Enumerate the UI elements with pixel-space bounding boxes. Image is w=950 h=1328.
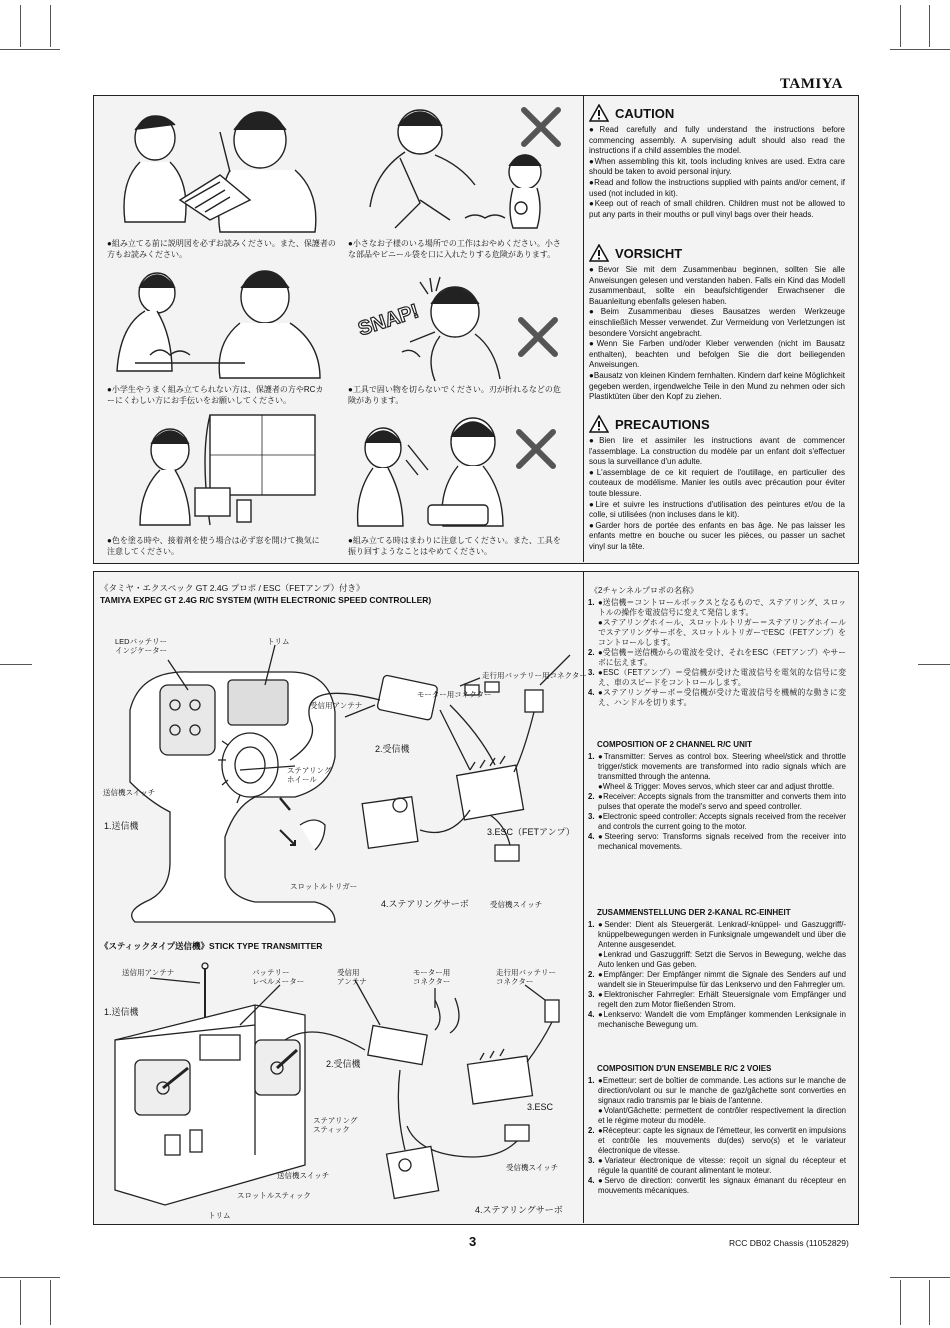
crop-mark xyxy=(918,664,950,665)
crop-mark xyxy=(900,5,901,47)
label-steering-servo: 4.ステアリングサーボ xyxy=(381,899,469,909)
label-receiver: 2.受信機 xyxy=(375,744,410,754)
precautions-heading xyxy=(589,415,710,433)
list-item: ●Lenkrad und Gaszuggriff: Setzt die Servos in Bewegung, welche das Auto lenken und Gas geben. xyxy=(598,950,846,969)
list-item: 1. ●Emetteur: sert de boîtier de commande. Les actions sur le manche de direction/volant ou sur le manche de gaz/gâchette sont converties en signaux radio transmis par le biais de l'antenne. xyxy=(588,1076,846,1105)
list-item: 2. ●Receiver: Accepts signals from the transmitter and converts them into pulses that operate the model's servo and speed controller. xyxy=(588,792,846,811)
label-battery-connector: 走行用バッテリー用コネクター xyxy=(482,671,587,680)
label-rx-switch-stick: 受信機スイッチ xyxy=(506,1163,559,1172)
jp-names-list xyxy=(588,598,846,708)
composition-fr-list xyxy=(588,1076,846,1196)
label-steering-servo-stick: 4.ステアリングサーボ xyxy=(475,1205,563,1215)
crop-mark xyxy=(50,1280,51,1325)
list-item: 1. ●Transmitter: Serves as control box. Steering wheel/stick and throttle trigger/stick movements are transformed into radio signals which are transmitted through the antenna. xyxy=(588,752,846,781)
list-item: 4. ●Lenkservo: Wandelt die vom Empfänger kommenden Lenksignale in mechanische Bewegung um. xyxy=(588,1010,846,1029)
caution-item: ●Keep out of reach of small children. Children must not be allowed to put any parts in their mouths or pull vinyl bags over their heads. xyxy=(589,199,845,219)
list-item: 1. ●送信機＝コントロールボックスとなるもので、ステアリング、スロットルの操作を電波信号に変えて発信します。 xyxy=(588,598,846,617)
jp-names-title: 《2チャンネルプロポの名称》 xyxy=(590,586,698,595)
vorsicht-item: ●Beim Zusammenbau dieses Bausatzes werden Werkzeuge einschließlich Messer verwendet. Zur Vermeidung von Verletzungen ist besondere Vorsicht angebracht. xyxy=(589,307,845,338)
swinging-tools-illustration xyxy=(348,410,518,532)
label-receiver-stick: 2.受信機 xyxy=(326,1059,361,1069)
page-number: 3 xyxy=(469,1234,477,1249)
crop-mark xyxy=(890,49,950,50)
stick-transmitter-diagram xyxy=(105,960,575,1215)
label-tx-switch: 送信機スイッチ xyxy=(103,788,156,797)
rc-system-divider xyxy=(583,571,584,1223)
safety-divider xyxy=(583,95,584,562)
label-battery-meter: バッテリー レベルメーター xyxy=(252,968,305,986)
vorsicht-body xyxy=(589,265,845,403)
crop-mark xyxy=(0,664,32,665)
caption-read-manual: ●組み立てる前に説明図を必ずお読みください。また、保護者の方もお読みください。 xyxy=(107,239,336,259)
list-item: 3. ●Elektronischer Fahrregler: Erhält Steuersignale vom Empfänger und regelt den zum Motor fließenden Strom. xyxy=(588,990,846,1009)
caution-item: ●Read carefully and fully understand the instructions before commencing assembly. A supervising adult should also read the instructions if a child assembles the model. xyxy=(589,125,845,156)
precautions-body xyxy=(589,436,845,553)
label-motor-connector-stick: モーター用 コネクター xyxy=(413,968,451,986)
list-item: ●ステアリングホイール、スロットルトリガー＝ステアリングホイールでステアリングサーボを、スロットルトリガーでESC（FETアンプ）をコントロールします。 xyxy=(598,618,846,647)
label-steering-wheel: ステアリング ホイール xyxy=(287,766,332,784)
label-esc: 3.ESC（FETアンプ） xyxy=(487,827,575,837)
stick-title: 《スティックタイプ送信機》STICK TYPE TRANSMITTER xyxy=(100,941,323,951)
composition-de-list xyxy=(588,920,846,1030)
reading-manual-illustration xyxy=(110,100,330,238)
precautions-item: ●Bien lire et assimiler les instructions avant de commencer l'assemblage. La construction du modèle par un enfant doit s'effectuer sous la surveillance d'un adulte. xyxy=(589,436,845,467)
vorsicht-heading xyxy=(589,244,682,262)
list-item: 2. ●Récepteur: capte les signaux de l'émetteur, les convertit en impulsions et contrôle les mouvements du(des) servo(s) et le variateur électronique de vitesse. xyxy=(588,1126,846,1155)
list-item: 4. ●Steering servo: Transforms signals received from the receiver into mechanical movements. xyxy=(588,832,846,851)
caution-item: ●When assembling this kit, tools including knives are used. Extra care should be taken to avoid personal injury. xyxy=(589,156,845,177)
footer-reference: RCC DB02 Chassis (11052829) xyxy=(729,1238,849,1248)
list-item: 2. ●Empfänger: Der Empfänger nimmt die Signale des Senders auf und wandelt sie in Steuerimpulse für das Lenkservo und den Fahrregler um. xyxy=(588,970,846,989)
vorsicht-item: ●Bevor Sie mit dem Zusammenbau beginnen, sollten Sie alle Anweisungen gelesen und verstanden haben. Falls ein Kind das Modell zusammenbaut, sollte ein beaufsichtigender Erwachsener die Bauanleitung ebenfalls gelesen haben. xyxy=(589,265,845,306)
caption-hard-objects: ●工具で固い物を切らないでください。刃が折れるなどの危険があります。 xyxy=(348,385,561,405)
precautions-title: PRECAUTIONS xyxy=(615,416,710,432)
precautions-item: ●Lire et suivre les instructions d'utilisation des peintures et/ou de la colle, si utilisées (non incluses dans le kit). xyxy=(589,499,845,520)
label-throttle-trigger: スロットルトリガー xyxy=(290,882,358,891)
composition-en-title: COMPOSITION OF 2 CHANNEL R/C UNIT xyxy=(597,740,752,749)
label-esc-stick: 3.ESC xyxy=(527,1102,554,1112)
x-mark-icon xyxy=(515,428,557,470)
label-trim-stick: トリム xyxy=(208,1211,231,1220)
crop-mark xyxy=(20,1280,21,1325)
crop-mark xyxy=(929,1280,930,1325)
caption-ask-help: ●小学生やうまく組み立てられない方は、保護者の方やRCカーにくわしい方にお手伝いをお願いしてください。 xyxy=(107,385,324,405)
list-item: 3. ●Variateur électronique de vitesse: reçoit un signal du récepteur et régule la quantité de courant alimentant le moteur. xyxy=(588,1156,846,1175)
warning-triangle-icon xyxy=(589,104,609,122)
warning-triangle-icon xyxy=(589,415,609,433)
precautions-item: ●L'assemblage de ce kit requiert de l'outillage, en particulier des couteaux de modélisme. Manier les outils avec précaution pour éviter toute blessure. xyxy=(589,467,845,498)
list-item: ●Wheel & Trigger: Moves servos, which steer car and adjust throttle. xyxy=(598,782,835,791)
label-steering-stick: ステアリング スティック xyxy=(313,1116,358,1134)
label-tx-switch-stick: 送信機スイッチ xyxy=(277,1171,330,1180)
composition-fr-title: COMPOSITION D'UN ENSEMBLE R/C 2 VOIES xyxy=(597,1064,772,1073)
snap-text: SNAP! xyxy=(355,300,422,341)
helping-adult-illustration xyxy=(105,263,335,381)
list-item: 2. ●受信機＝送信機からの電波を受け、それをESC（FETアンプ）やサーボに伝えます。 xyxy=(588,648,846,667)
list-item: 3. ●Electronic speed controller: Accepts signals received from the receiver and controls the current going to the motor. xyxy=(588,812,846,831)
list-item: 4. ●ステアリングサーボ＝受信機が受けた電波信号を機械的な動きに変え、ハンドルを切ります。 xyxy=(588,688,846,707)
vorsicht-title: VORSICHT xyxy=(615,245,683,261)
warning-triangle-icon xyxy=(589,244,609,262)
composition-en-list xyxy=(588,752,846,852)
caution-title: CAUTION xyxy=(615,105,675,121)
x-mark-icon xyxy=(520,106,562,148)
vorsicht-item: ●Bausatz von kleinen Kindern fernhalten. Kindern darf keine Möglichkeit gegeben werden, irgendwelche Teile in den Mund zu nehmen oder sich Plastiktüten über den Kopf zu ziehen. xyxy=(589,370,845,402)
label-rx-switch: 受信機スイッチ xyxy=(490,900,543,909)
caption-tools-around: ●組み立てる時はまわりに注意してください。また、工具を振り回すようなことはやめてください。 xyxy=(348,536,561,556)
label-led-indicator: LEDバッテリー インジケーター xyxy=(115,637,168,655)
caption-ventilation: ●色を塗る時や、接着剤を使う場合は必ず窓を開けて換気に注意してください。 xyxy=(107,536,320,556)
crop-mark xyxy=(20,5,21,47)
list-item: 3. ●ESC（FETアンプ）＝受信機が受けた電波信号を電気的な信号に変え、車のスピードをコントロールします。 xyxy=(588,668,846,687)
composition-de-title: ZUSAMMENSTELLUNG DER 2-KANAL RC-EINHEIT xyxy=(597,908,791,917)
label-rx-antenna: 受信用アンテナ xyxy=(310,701,363,710)
label-transmitter: 1.送信機 xyxy=(104,821,139,831)
label-rx-antenna-stick: 受信用 アンテナ xyxy=(337,968,367,986)
precautions-item: ●Garder hors de portée des enfants en bas âge. Ne pas laisser les enfants mettre en bouche ou sucer les pièces, ou passer un sachet vinyl sur la tête. xyxy=(589,520,845,551)
system-title-en: TAMIYA EXPEC GT 2.4G R/C SYSTEM (WITH ELECTRONIC SPEED CONTROLLER) xyxy=(100,595,432,605)
label-motor-connector: モーター用コネクター xyxy=(417,690,492,699)
crop-mark xyxy=(929,5,930,47)
caution-item: ●Read and follow the instructions supplied with paints and/or cement, if used (not included in kit). xyxy=(589,177,845,198)
crop-mark xyxy=(50,5,51,47)
list-item: ●Volant/Gâchette: permettent de contrôler respectivement la direction et le régime moteur du modèle. xyxy=(598,1106,846,1125)
crop-mark xyxy=(0,1277,60,1278)
crop-mark xyxy=(0,49,60,50)
crop-mark xyxy=(890,1277,950,1278)
caption-small-children: ●小さなお子様のいる場所での工作はおやめください。小さな部品やビニール袋を口に入れたりする危険があります。 xyxy=(348,239,561,259)
list-item: 1. ●Sender: Dient als Steuergerät. Lenkrad/-knüppel- und Gaszuggriff/- knüppelbewegungen werden in Funksignale umgewandelt und über die Antenne ausgesendet. xyxy=(588,920,846,949)
painting-window-illustration xyxy=(115,410,320,532)
label-trim: トリム xyxy=(267,637,290,646)
vorsicht-item: ●Wenn Sie Farben und/oder Kleber verwenden (nicht im Bausatz enthalten), beachten und befolgen Sie die dort beiliegenden Anweisungen. xyxy=(589,339,845,370)
label-battery-connector-stick: 走行用バッテリー コネクター xyxy=(496,968,556,986)
x-mark-icon xyxy=(517,316,559,358)
brand-logo: TAMIYA xyxy=(780,76,844,92)
system-title-jp: 《タミヤ・エクスペック GT 2.4G プロポ / ESC（FETアンプ）付き》 xyxy=(100,583,365,593)
crop-mark xyxy=(900,1280,901,1325)
label-tx-antenna: 送信用アンテナ xyxy=(122,968,175,977)
caution-heading xyxy=(589,104,674,122)
label-transmitter-stick: 1.送信機 xyxy=(104,1007,139,1017)
list-item: 4. ●Servo de direction: convertit les signaux émanant du récepteur en mouvements mécaniques. xyxy=(588,1176,846,1195)
broken-tool-illustration xyxy=(350,272,510,384)
caution-body xyxy=(589,125,845,220)
label-throttle-stick: スロットルスティック xyxy=(237,1191,311,1200)
